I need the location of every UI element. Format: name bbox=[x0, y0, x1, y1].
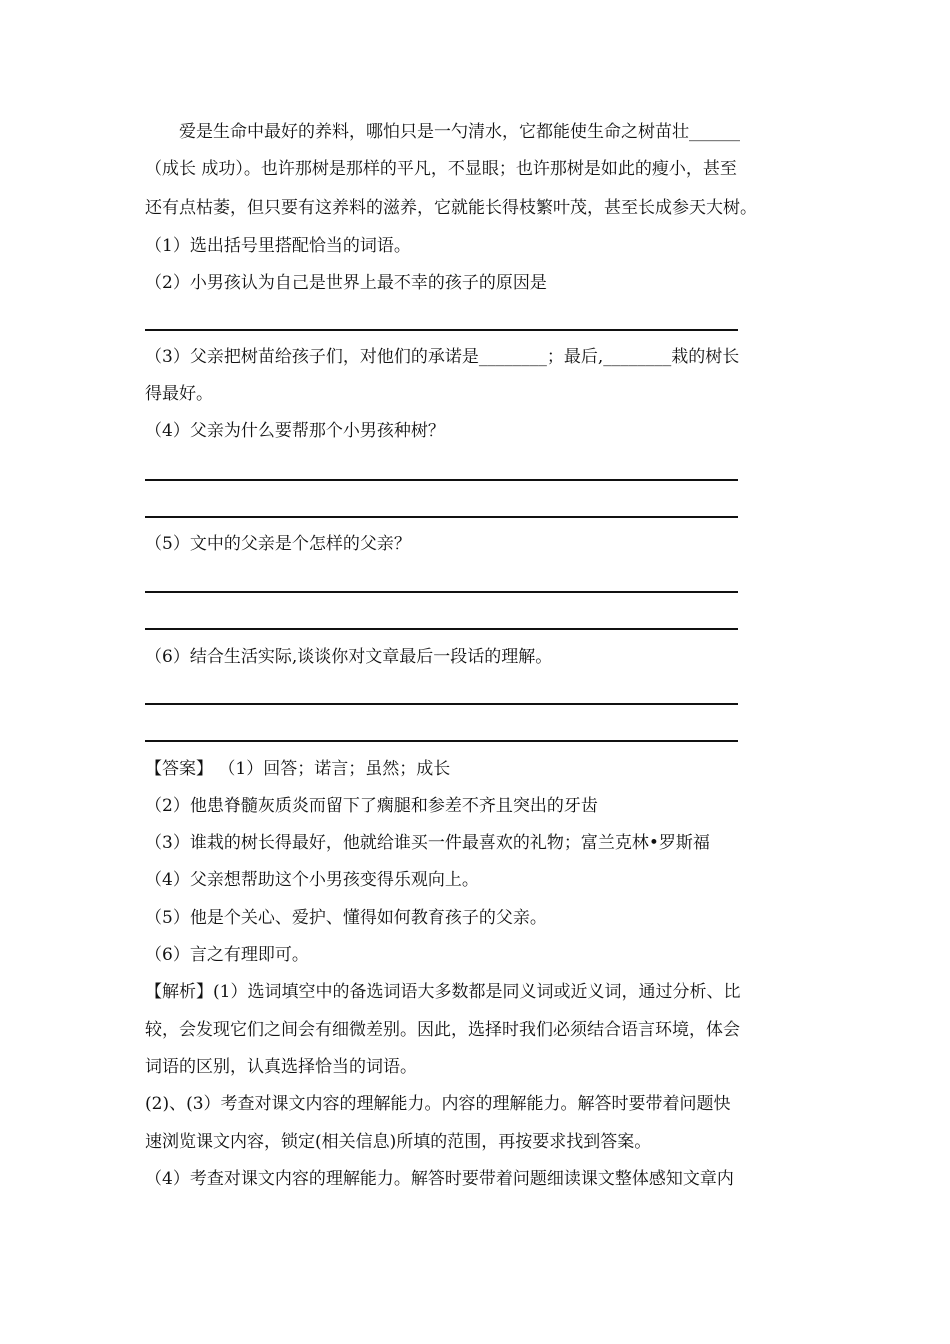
answer-blank-line[interactable] bbox=[145, 703, 738, 705]
passage-line: （成长 成功）。也许那树是那样的平凡，不显眼；也许那树是如此的瘦小，甚至 bbox=[145, 159, 737, 179]
answer-blank-line[interactable] bbox=[145, 516, 738, 518]
answer-blank-line[interactable] bbox=[145, 740, 738, 742]
question-1: （1）选出括号里搭配恰当的词语。 bbox=[145, 236, 411, 256]
question-2: （2）小男孩认为自己是世界上最不幸的孩子的原因是 bbox=[145, 273, 547, 293]
passage-line: 爱是生命中最好的养料，哪怕只是一勺清水，它都能使生命之树苗壮______ bbox=[145, 122, 740, 142]
question-3-cont: 得最好。 bbox=[145, 384, 213, 404]
analysis-heading-line: 【解析】(1）选词填空中的备选词语大多数都是同义词或近义词，通过分析、比 bbox=[145, 982, 741, 1002]
answer-line: （3）谁栽的树长得最好，他就给谁买一件最喜欢的礼物；富兰克林•罗斯福 bbox=[145, 833, 710, 853]
analysis-line: (2)、(3）考查对课文内容的理解能力。内容的理解能力。解答时要带着问题快 bbox=[145, 1094, 731, 1114]
answer-blank-line[interactable] bbox=[145, 591, 738, 593]
answer-blank-line[interactable] bbox=[145, 329, 738, 331]
analysis-line: 较，会发现它们之间会有细微差别。因此，选择时我们必须结合语言环境，体会 bbox=[145, 1020, 740, 1040]
answer-blank-line[interactable] bbox=[145, 479, 738, 481]
analysis-line: 速浏览课文内容，锁定(相关信息)所填的范围，再按要求找到答案。 bbox=[145, 1132, 652, 1152]
question-5: （5）文中的父亲是个怎样的父亲？ bbox=[145, 534, 411, 554]
passage-line: 还有点枯萎，但只要有这养料的滋养，它就能长得枝繁叶茂，甚至长成参天大树。 bbox=[145, 198, 757, 218]
question-3: （3）父亲把树苗给孩子们，对他们的承诺是________；最后,________栽的树长 bbox=[145, 347, 740, 367]
answer-line: （6）言之有理即可。 bbox=[145, 945, 309, 965]
question-6: （6）结合生活实际,谈谈你对文章最后一段话的理解。 bbox=[145, 647, 553, 667]
analysis-line: （4）考查对课文内容的理解能力。解答时要带着问题细读课文整体感知文章内 bbox=[145, 1169, 734, 1189]
analysis-line: 词语的区别，认真选择恰当的词语。 bbox=[145, 1057, 417, 1077]
answer-line: （5）他是个关心、爱护、懂得如何教育孩子的父亲。 bbox=[145, 908, 547, 928]
answer-line: （2）他患脊髓灰质炎而留下了瘸腿和参差不齐且突出的牙齿 bbox=[145, 796, 598, 816]
answer-blank-line[interactable] bbox=[145, 628, 738, 630]
answer-line: （4）父亲想帮助这个小男孩变得乐观向上。 bbox=[145, 870, 479, 890]
question-4: （4）父亲为什么要帮那个小男孩种树？ bbox=[145, 421, 445, 441]
answer-heading-line: 【答案】 （1）回答；诺言；虽然；成长 bbox=[145, 759, 451, 779]
